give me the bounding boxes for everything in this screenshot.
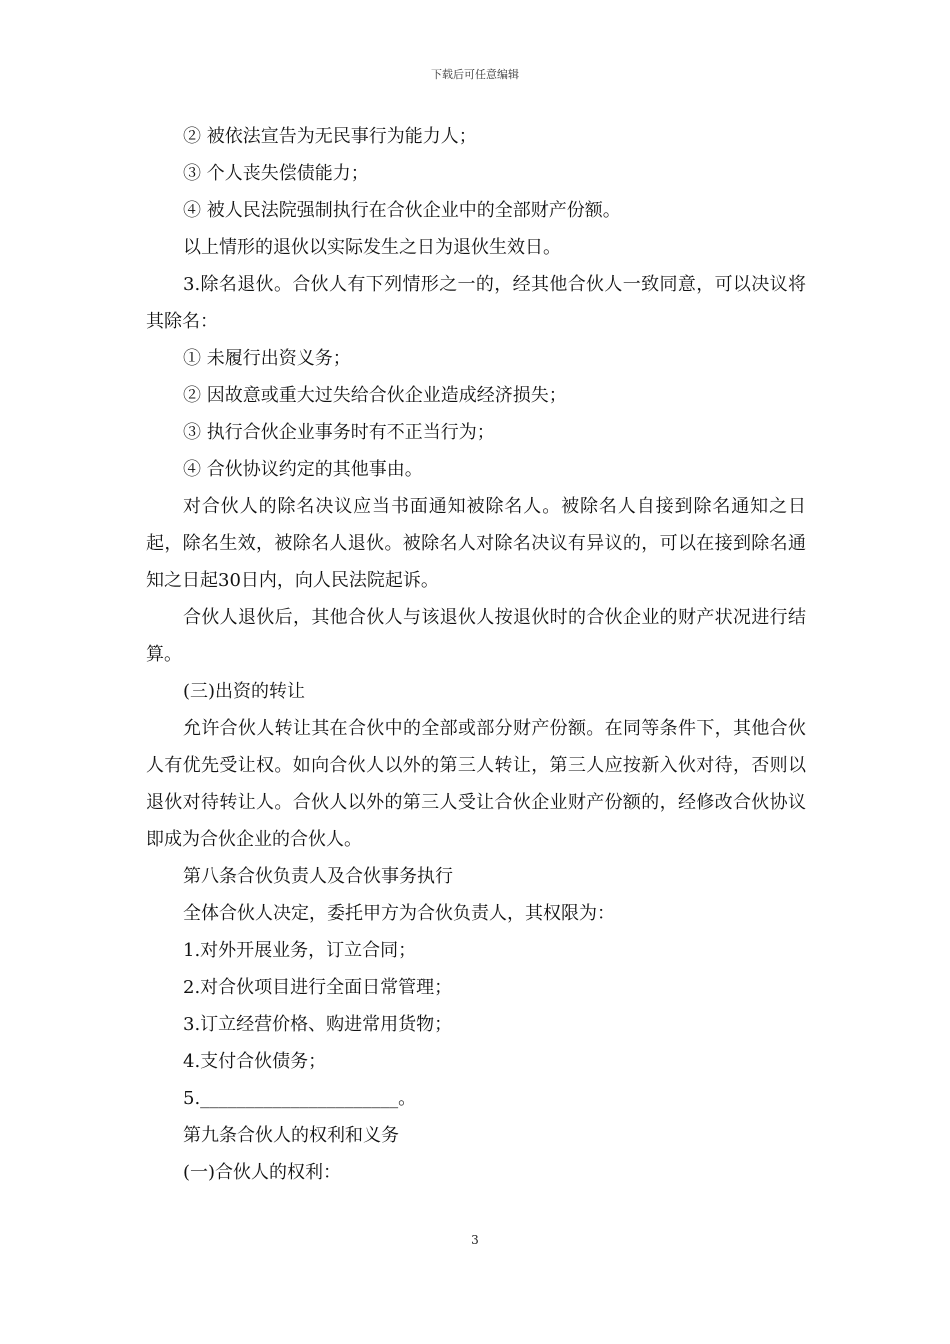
article-heading: 第九条合伙人的权利和义务: [183, 1125, 399, 1146]
paragraph: ④ 合伙协议约定的其他事由。: [183, 459, 423, 480]
paragraph: ④ 被人民法院强制执行在合伙企业中的全部财产份额。: [183, 200, 621, 221]
page-header: 下载后可任意编辑: [431, 68, 519, 81]
paragraph: ③ 执行合伙企业事务时有不正当行为；: [183, 422, 495, 443]
paragraph: ② 被依法宣告为无民事行为能力人；: [183, 126, 477, 147]
paragraph: 3.除名退伙。合伙人有下列情形之一的，经其他合伙人一致同意，可以决议将其除名：: [146, 274, 806, 332]
list-item: 1.对外开展业务，订立合同；: [183, 940, 417, 961]
list-item: 4.支付合伙债务；: [183, 1051, 327, 1072]
paragraph: ① 未履行出资义务；: [183, 348, 351, 369]
paragraph: ② 因故意或重大过失给合伙企业造成经济损失；: [183, 385, 567, 406]
blank-fill-item: 5.______________________。: [183, 1088, 417, 1109]
page-number: 3: [471, 1233, 479, 1247]
paragraph: 以上情形的退伙以实际发生之日为退伙生效日。: [183, 237, 561, 258]
list-item: 3.订立经营价格、购进常用货物；: [183, 1014, 453, 1035]
paragraph: 合伙人退伙后，其他合伙人与该退伙人按退伙时的合伙企业的财产状况进行结算。: [146, 607, 806, 665]
document-body: [146, 118, 806, 1191]
paragraph: 对合伙人的除名决议应当书面通知被除名人。被除名人自接到除名通知之日起，除名生效，被除名人退伙。被除名人对除名决议有异议的，可以在接到除名通知之日起30日内，向人民法院起诉。: [146, 496, 806, 591]
section-heading: (一)合伙人的权利：: [183, 1162, 342, 1183]
paragraph: 全体合伙人决定，委托甲方为合伙负责人，其权限为：: [183, 903, 615, 924]
paragraph: ③ 个人丧失偿债能力；: [183, 163, 369, 184]
section-heading: (三)出资的转让: [183, 681, 306, 702]
list-item: 2.对合伙项目进行全面日常管理；: [183, 977, 453, 998]
article-heading: 第八条合伙负责人及合伙事务执行: [183, 866, 453, 887]
paragraph: 允许合伙人转让其在合伙中的全部或部分财产份额。在同等条件下，其他合伙人有优先受让权。如向合伙人以外的第三人转让，第三人应按新入伙对待，否则以退伙对待转让人。合伙人以外的第三人受让合伙企业财产份额的，经修改合伙协议即成为合伙企业的合伙人。: [146, 718, 806, 850]
